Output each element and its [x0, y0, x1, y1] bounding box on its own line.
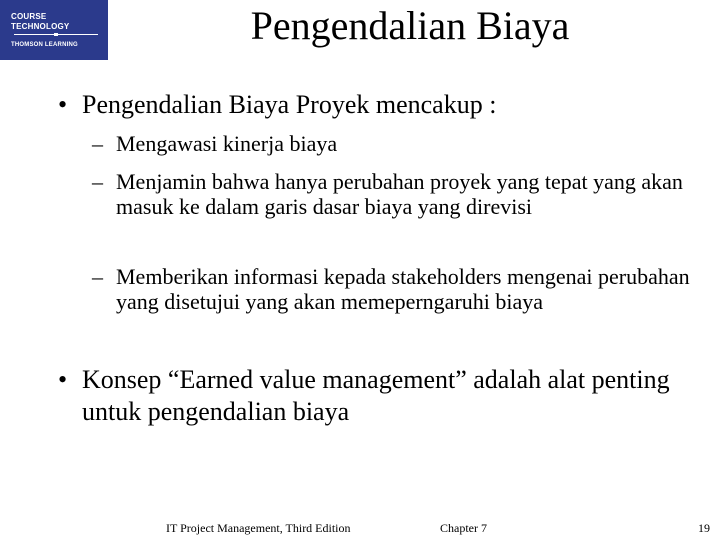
dash-icon: – [92, 169, 103, 194]
sub-bullet-item [92, 169, 692, 219]
bullet-icon: • [58, 365, 68, 394]
logo-line-3: THOMSON LEARNING [11, 42, 78, 48]
dash-icon: – [92, 131, 103, 156]
sub-bullet-text: Mengawasi kinerja biaya [116, 131, 338, 156]
dash-icon: – [92, 264, 103, 289]
bullet-icon: • [58, 90, 68, 119]
logo-line-1: COURSE [11, 12, 47, 21]
logo-sparkle-icon [14, 33, 98, 36]
bullet-text: Pengendalian Biaya Proyek mencakup : [82, 90, 497, 119]
bullet-item [58, 89, 698, 121]
sub-bullet-item [92, 131, 692, 156]
sub-bullet-item [92, 264, 692, 314]
sub-bullet-text: Memberikan informasi kepada stakeholders mengenai perubahan yang disetujui yang akan memeperngaruhi biaya [116, 264, 690, 314]
footer-page-number: 19 [698, 521, 710, 535]
slide-title: Pengendalian Biaya [250, 3, 570, 48]
sub-bullet-text: Menjamin bahwa hanya perubahan proyek yang tepat yang akan masuk ke dalam garis dasar biaya yang direvisi [116, 169, 683, 219]
footer-book-title: IT Project Management, Third Edition [166, 521, 351, 535]
bullet-text: Konsep “Earned value management” adalah alat penting untuk pengendalian biaya [82, 365, 670, 426]
bullet-item [58, 364, 698, 428]
logo-line-2: TECHNOLOGY [11, 22, 70, 31]
publisher-logo [0, 0, 108, 60]
footer-chapter: Chapter 7 [440, 521, 487, 535]
